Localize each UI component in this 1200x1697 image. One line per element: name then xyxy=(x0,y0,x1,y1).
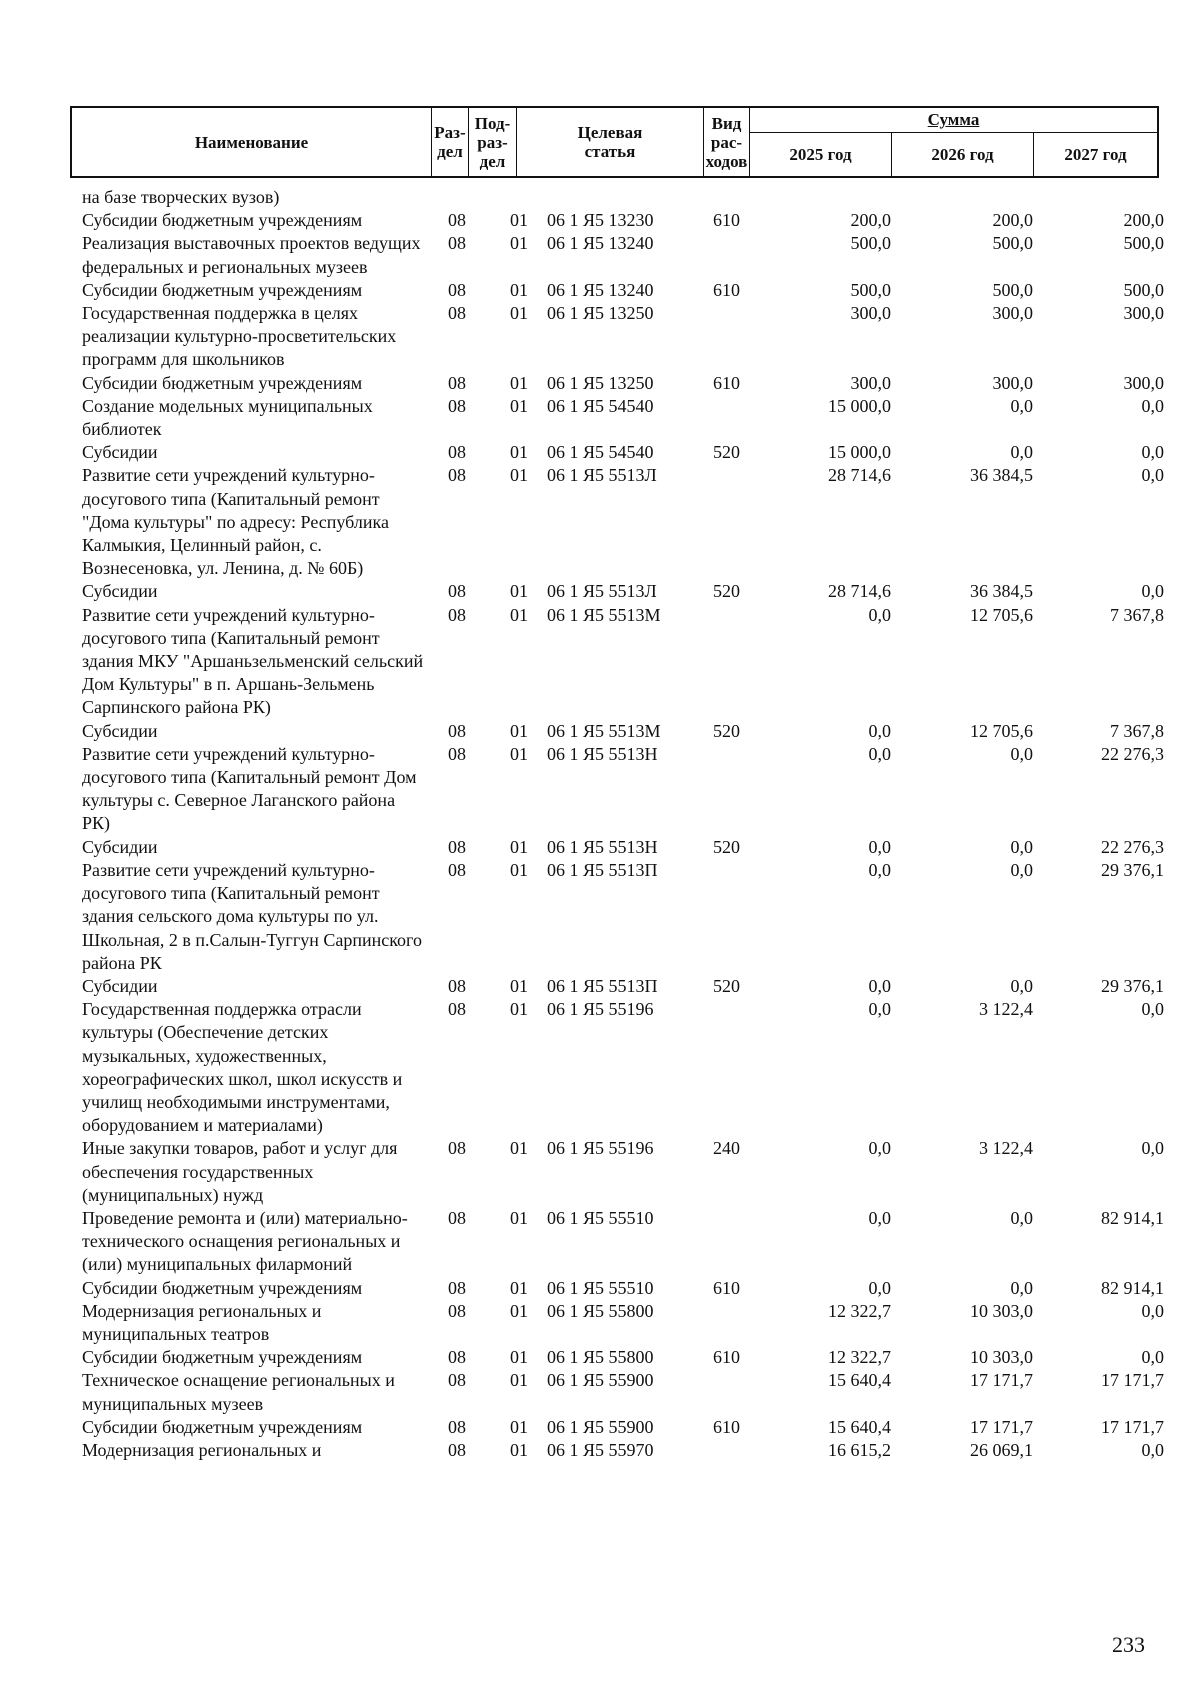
table-row xyxy=(0,441,1200,464)
cell-podrazdel: 01 xyxy=(510,975,528,996)
cell-target-article: 06 1 Я5 55800 xyxy=(547,1347,654,1368)
cell-vid-raskhodov: 520 xyxy=(713,720,740,741)
cell-name: Модернизация региональных и xyxy=(82,1439,322,1460)
cell-2025: 12 322,7 xyxy=(828,1347,891,1368)
table-row xyxy=(0,1300,1200,1346)
cell-2027: 82 914,1 xyxy=(1101,1277,1164,1298)
cell-razdel: 08 xyxy=(448,1370,466,1391)
cell-2027: 0,0 xyxy=(1141,1347,1164,1368)
cell-2025: 0,0 xyxy=(868,999,891,1020)
cell-podrazdel: 01 xyxy=(510,604,528,625)
cell-razdel: 08 xyxy=(448,581,466,602)
cell-target-article: 06 1 Я5 13230 xyxy=(547,210,654,231)
cell-razdel: 08 xyxy=(448,999,466,1020)
cell-2027: 500,0 xyxy=(1123,279,1164,300)
cell-razdel: 08 xyxy=(448,1138,466,1159)
table-row xyxy=(0,1137,1200,1207)
cell-razdel: 08 xyxy=(448,1300,466,1321)
cell-name: Субсидии бюджетным учреждениям xyxy=(82,1416,363,1437)
cell-podrazdel: 01 xyxy=(510,743,528,764)
cell-podrazdel: 01 xyxy=(510,1416,528,1437)
cell-vid-raskhodov: 610 xyxy=(713,279,740,300)
cell-name: Субсидии бюджетным учреждениям xyxy=(82,279,363,300)
cell-name: Развитие сети учреждений культурно-досугового типа (Капитальный ремонт здания сельского дома культуры по ул. Школьная, 2 в п.Салын-Туггун Сарпинского района РК xyxy=(82,859,422,973)
cell-target-article: 06 1 Я5 13240 xyxy=(547,279,654,300)
cell-target-article: 06 1 Я5 13250 xyxy=(547,372,654,393)
cell-podrazdel: 01 xyxy=(510,372,528,393)
cell-2026: 500,0 xyxy=(992,233,1033,254)
cell-2026: 3 122,4 xyxy=(979,1138,1033,1159)
header-target-article: Целевая статья xyxy=(517,108,704,176)
cell-2027: 0,0 xyxy=(1141,395,1164,416)
cell-2026: 0,0 xyxy=(1010,859,1033,880)
cell-name: Техническое оснащение региональных и муниципальных музеев xyxy=(82,1370,395,1414)
cell-target-article: 06 1 Я5 5513Н xyxy=(547,743,658,764)
cell-vid-raskhodov: 610 xyxy=(713,372,740,393)
cell-razdel: 08 xyxy=(448,1347,466,1368)
table-row xyxy=(0,836,1200,859)
cell-2025: 500,0 xyxy=(850,233,891,254)
header-sum: Сумма xyxy=(750,108,1157,133)
table-row xyxy=(0,580,1200,603)
cell-vid-raskhodov: 520 xyxy=(713,975,740,996)
cell-2027: 0,0 xyxy=(1141,1300,1164,1321)
cell-razdel: 08 xyxy=(448,233,466,254)
cell-podrazdel: 01 xyxy=(510,1439,528,1460)
cell-name: Государственная поддержка отрасли культуры (Обеспечение детских музыкальных, художественных, хореографических школ, школ искусств и училищ необходимыми инструментами, оборудованием и материалами) xyxy=(82,999,403,1136)
cell-name: Субсидии xyxy=(82,975,158,996)
cell-vid-raskhodov: 520 xyxy=(713,836,740,857)
cell-podrazdel: 01 xyxy=(510,303,528,324)
cell-2027: 300,0 xyxy=(1123,372,1164,393)
cell-name: Развитие сети учреждений культурно-досугового типа (Капитальный ремонт здания МКУ "Аршаньзельменский сельский Дом Культуры" в п. Аршань-Зельмень Сарпинского района РК) xyxy=(82,604,424,718)
cell-2027: 29 376,1 xyxy=(1101,975,1164,996)
cell-target-article: 06 1 Я5 54540 xyxy=(547,442,654,463)
cell-podrazdel: 01 xyxy=(510,999,528,1020)
table-row xyxy=(0,720,1200,743)
cell-2025: 0,0 xyxy=(868,1138,891,1159)
cell-target-article: 06 1 Я5 5513П xyxy=(547,975,658,996)
cell-podrazdel: 01 xyxy=(510,1370,528,1391)
cell-target-article: 06 1 Я5 13250 xyxy=(547,303,654,324)
table-body xyxy=(0,186,1200,1462)
cell-2026: 17 171,7 xyxy=(970,1370,1033,1391)
cell-2027: 0,0 xyxy=(1141,442,1164,463)
cell-2026: 0,0 xyxy=(1010,743,1033,764)
cell-2026: 36 384,5 xyxy=(970,465,1033,486)
cell-razdel: 08 xyxy=(448,279,466,300)
cell-razdel: 08 xyxy=(448,372,466,393)
cell-2027: 200,0 xyxy=(1123,210,1164,231)
cell-2027: 0,0 xyxy=(1141,465,1164,486)
cell-name: Субсидии xyxy=(82,581,158,602)
cell-2025: 0,0 xyxy=(868,720,891,741)
cell-target-article: 06 1 Я5 55196 xyxy=(547,999,654,1020)
table-row xyxy=(0,975,1200,998)
cell-2025: 15 000,0 xyxy=(828,442,891,463)
cell-razdel: 08 xyxy=(448,836,466,857)
page-number: 233 xyxy=(1112,1632,1145,1657)
cell-name: Субсидии xyxy=(82,442,158,463)
cell-2026: 12 705,6 xyxy=(970,720,1033,741)
cell-2026: 0,0 xyxy=(1010,1207,1033,1228)
cell-2027: 7 367,8 xyxy=(1110,604,1164,625)
cell-2026: 26 069,1 xyxy=(970,1439,1033,1460)
table-row xyxy=(0,1277,1200,1300)
cell-2026: 300,0 xyxy=(992,303,1033,324)
table-header xyxy=(70,106,1159,178)
cell-2027: 0,0 xyxy=(1141,999,1164,1020)
cell-razdel: 08 xyxy=(448,720,466,741)
cell-name: Реализация выставочных проектов ведущих федеральных и региональных музеев xyxy=(82,233,421,277)
table-row xyxy=(0,209,1200,232)
cell-razdel: 08 xyxy=(448,465,466,486)
cell-razdel: 08 xyxy=(448,1207,466,1228)
cell-2025: 0,0 xyxy=(868,743,891,764)
cell-vid-raskhodov: 610 xyxy=(713,1347,740,1368)
cell-2027: 500,0 xyxy=(1123,233,1164,254)
table-row xyxy=(0,395,1200,441)
header-vid-raskhodov: Вид рас- ходов xyxy=(704,108,750,176)
cell-2027: 17 171,7 xyxy=(1101,1370,1164,1391)
cell-target-article: 06 1 Я5 55510 xyxy=(547,1277,654,1298)
cell-podrazdel: 01 xyxy=(510,279,528,300)
cell-2027: 0,0 xyxy=(1141,1439,1164,1460)
cell-2026: 300,0 xyxy=(992,372,1033,393)
cell-podrazdel: 01 xyxy=(510,1138,528,1159)
cell-2025: 15 640,4 xyxy=(828,1416,891,1437)
cell-vid-raskhodov: 520 xyxy=(713,442,740,463)
cell-target-article: 06 1 Я5 5513Н xyxy=(547,836,658,857)
cell-podrazdel: 01 xyxy=(510,210,528,231)
cell-podrazdel: 01 xyxy=(510,233,528,254)
cell-2025: 0,0 xyxy=(868,836,891,857)
cell-2025: 0,0 xyxy=(868,604,891,625)
cell-2027: 0,0 xyxy=(1141,1138,1164,1159)
cell-2026: 0,0 xyxy=(1010,442,1033,463)
cell-vid-raskhodov: 610 xyxy=(713,210,740,231)
cell-podrazdel: 01 xyxy=(510,465,528,486)
cell-2025: 16 615,2 xyxy=(828,1439,891,1460)
cell-razdel: 08 xyxy=(448,303,466,324)
cell-2025: 0,0 xyxy=(868,1277,891,1298)
cell-podrazdel: 01 xyxy=(510,1277,528,1298)
cell-target-article: 06 1 Я5 55900 xyxy=(547,1416,654,1437)
cell-razdel: 08 xyxy=(448,743,466,764)
cell-name: Субсидии xyxy=(82,836,158,857)
cell-podrazdel: 01 xyxy=(510,1347,528,1368)
cell-podrazdel: 01 xyxy=(510,442,528,463)
table-row xyxy=(0,604,1200,720)
table-row xyxy=(0,372,1200,395)
table-row xyxy=(0,998,1200,1137)
cell-name: Субсидии бюджетным учреждениям xyxy=(82,1347,363,1368)
cell-2025: 28 714,6 xyxy=(828,581,891,602)
cell-target-article: 06 1 Я5 13240 xyxy=(547,233,654,254)
cell-2026: 36 384,5 xyxy=(970,581,1033,602)
cell-target-article: 06 1 Я5 55510 xyxy=(547,1207,654,1228)
cell-2027: 29 376,1 xyxy=(1101,859,1164,880)
cell-vid-raskhodov: 610 xyxy=(713,1277,740,1298)
table-row xyxy=(0,302,1200,372)
cell-target-article: 06 1 Я5 55970 xyxy=(547,1439,654,1460)
header-name: Наименование xyxy=(72,108,432,176)
cell-podrazdel: 01 xyxy=(510,836,528,857)
cell-name: Субсидии бюджетным учреждениям xyxy=(82,1277,363,1298)
cell-target-article: 06 1 Я5 5513М xyxy=(547,604,661,625)
cell-target-article: 06 1 Я5 5513Л xyxy=(547,581,657,602)
cell-2026: 0,0 xyxy=(1010,836,1033,857)
cell-razdel: 08 xyxy=(448,975,466,996)
cell-name: Субсидии бюджетным учреждениям xyxy=(82,372,363,393)
cell-name: Иные закупки товаров, работ и услуг для обеспечения государственных (муниципальных) нужд xyxy=(82,1138,398,1205)
cell-razdel: 08 xyxy=(448,395,466,416)
cell-2025: 0,0 xyxy=(868,859,891,880)
cell-2027: 82 914,1 xyxy=(1101,1207,1164,1228)
cell-2026: 500,0 xyxy=(992,279,1033,300)
cell-2027: 300,0 xyxy=(1123,303,1164,324)
cell-name: Развитие сети учреждений культурно-досугового типа (Капитальный ремонт Дом культуры с. Северное Лаганского района РК) xyxy=(82,743,417,834)
cell-2027: 0,0 xyxy=(1141,581,1164,602)
cell-vid-raskhodov: 240 xyxy=(713,1138,740,1159)
cell-2025: 300,0 xyxy=(850,303,891,324)
cell-target-article: 06 1 Я5 5513П xyxy=(547,859,658,880)
cell-2026: 0,0 xyxy=(1010,975,1033,996)
cell-2025: 500,0 xyxy=(850,279,891,300)
cell-2025: 0,0 xyxy=(868,975,891,996)
cell-name: Проведение ремонта и (или) материально-технического оснащения региональных и (или) муниципальных филармоний xyxy=(82,1207,408,1275)
cell-2027: 22 276,3 xyxy=(1101,836,1164,857)
cell-name: Модернизация региональных и муниципальных театров xyxy=(82,1300,322,1344)
cell-2026: 10 303,0 xyxy=(970,1300,1033,1321)
cell-razdel: 08 xyxy=(448,859,466,880)
cell-2025: 12 322,7 xyxy=(828,1300,891,1321)
cell-2026: 3 122,4 xyxy=(979,999,1033,1020)
cell-name: Субсидии бюджетным учреждениям xyxy=(82,210,363,231)
table-row xyxy=(0,743,1200,836)
cell-2026: 12 705,6 xyxy=(970,604,1033,625)
header-podrazdel: Под- раз- дел xyxy=(469,108,517,176)
cell-2025: 15 640,4 xyxy=(828,1370,891,1391)
cell-2026: 0,0 xyxy=(1010,1277,1033,1298)
table-row xyxy=(0,1207,1200,1277)
table-row xyxy=(0,859,1200,975)
table-row xyxy=(0,232,1200,278)
header-razdel: Раз- дел xyxy=(432,108,469,176)
cell-razdel: 08 xyxy=(448,1277,466,1298)
cell-2026: 200,0 xyxy=(992,210,1033,231)
cell-target-article: 06 1 Я5 55800 xyxy=(547,1300,654,1321)
table-row xyxy=(0,464,1200,580)
cell-podrazdel: 01 xyxy=(510,1300,528,1321)
table-row xyxy=(0,1369,1200,1415)
cell-razdel: 08 xyxy=(448,210,466,231)
cell-podrazdel: 01 xyxy=(510,395,528,416)
cell-podrazdel: 01 xyxy=(510,581,528,602)
cell-razdel: 08 xyxy=(448,604,466,625)
cell-name: на базе творческих вузов) xyxy=(82,187,280,207)
cell-2025: 0,0 xyxy=(868,1207,891,1228)
cell-target-article: 06 1 Я5 55900 xyxy=(547,1370,654,1391)
cell-2025: 300,0 xyxy=(850,372,891,393)
cell-podrazdel: 01 xyxy=(510,1207,528,1228)
cell-target-article: 06 1 Я5 5513М xyxy=(547,720,661,741)
header-2025: 2025 год xyxy=(750,133,892,176)
cell-podrazdel: 01 xyxy=(510,859,528,880)
header-2026: 2026 год xyxy=(892,133,1034,176)
cell-2025: 28 714,6 xyxy=(828,465,891,486)
cell-name: Развитие сети учреждений культурно-досугового типа (Капитальный ремонт "Дома культуры" по адресу: Республика Калмыкия, Целинный район, с. Вознесеновка, ул. Ленина, д. № 60Б) xyxy=(82,465,389,579)
cell-razdel: 08 xyxy=(448,1439,466,1460)
cell-target-article: 06 1 Я5 55196 xyxy=(547,1138,654,1159)
cell-name: Создание модельных муниципальных библиотек xyxy=(82,395,373,440)
cell-target-article: 06 1 Я5 54540 xyxy=(547,395,654,416)
table-row xyxy=(0,1346,1200,1369)
cell-2026: 10 303,0 xyxy=(970,1347,1033,1368)
header-2027: 2027 год xyxy=(1064,144,1127,164)
cell-name: Государственная поддержка в целях реализации культурно-просветительских программ для школьников xyxy=(82,303,397,370)
cell-2026: 17 171,7 xyxy=(970,1416,1033,1437)
table-row xyxy=(0,186,1200,209)
cell-vid-raskhodov: 520 xyxy=(713,581,740,602)
cell-2025: 200,0 xyxy=(850,210,891,231)
cell-2027: 17 171,7 xyxy=(1101,1416,1164,1437)
cell-2027: 7 367,8 xyxy=(1110,720,1164,741)
cell-vid-raskhodov: 610 xyxy=(713,1416,740,1437)
cell-2025: 15 000,0 xyxy=(828,395,891,416)
cell-name: Субсидии xyxy=(82,720,158,741)
table-row xyxy=(0,279,1200,302)
table-row xyxy=(0,1416,1200,1439)
cell-razdel: 08 xyxy=(448,1416,466,1437)
cell-target-article: 06 1 Я5 5513Л xyxy=(547,465,657,486)
cell-2026: 0,0 xyxy=(1010,395,1033,416)
cell-2027: 22 276,3 xyxy=(1101,743,1164,764)
cell-podrazdel: 01 xyxy=(510,720,528,741)
table-row xyxy=(0,1439,1200,1462)
cell-razdel: 08 xyxy=(448,442,466,463)
